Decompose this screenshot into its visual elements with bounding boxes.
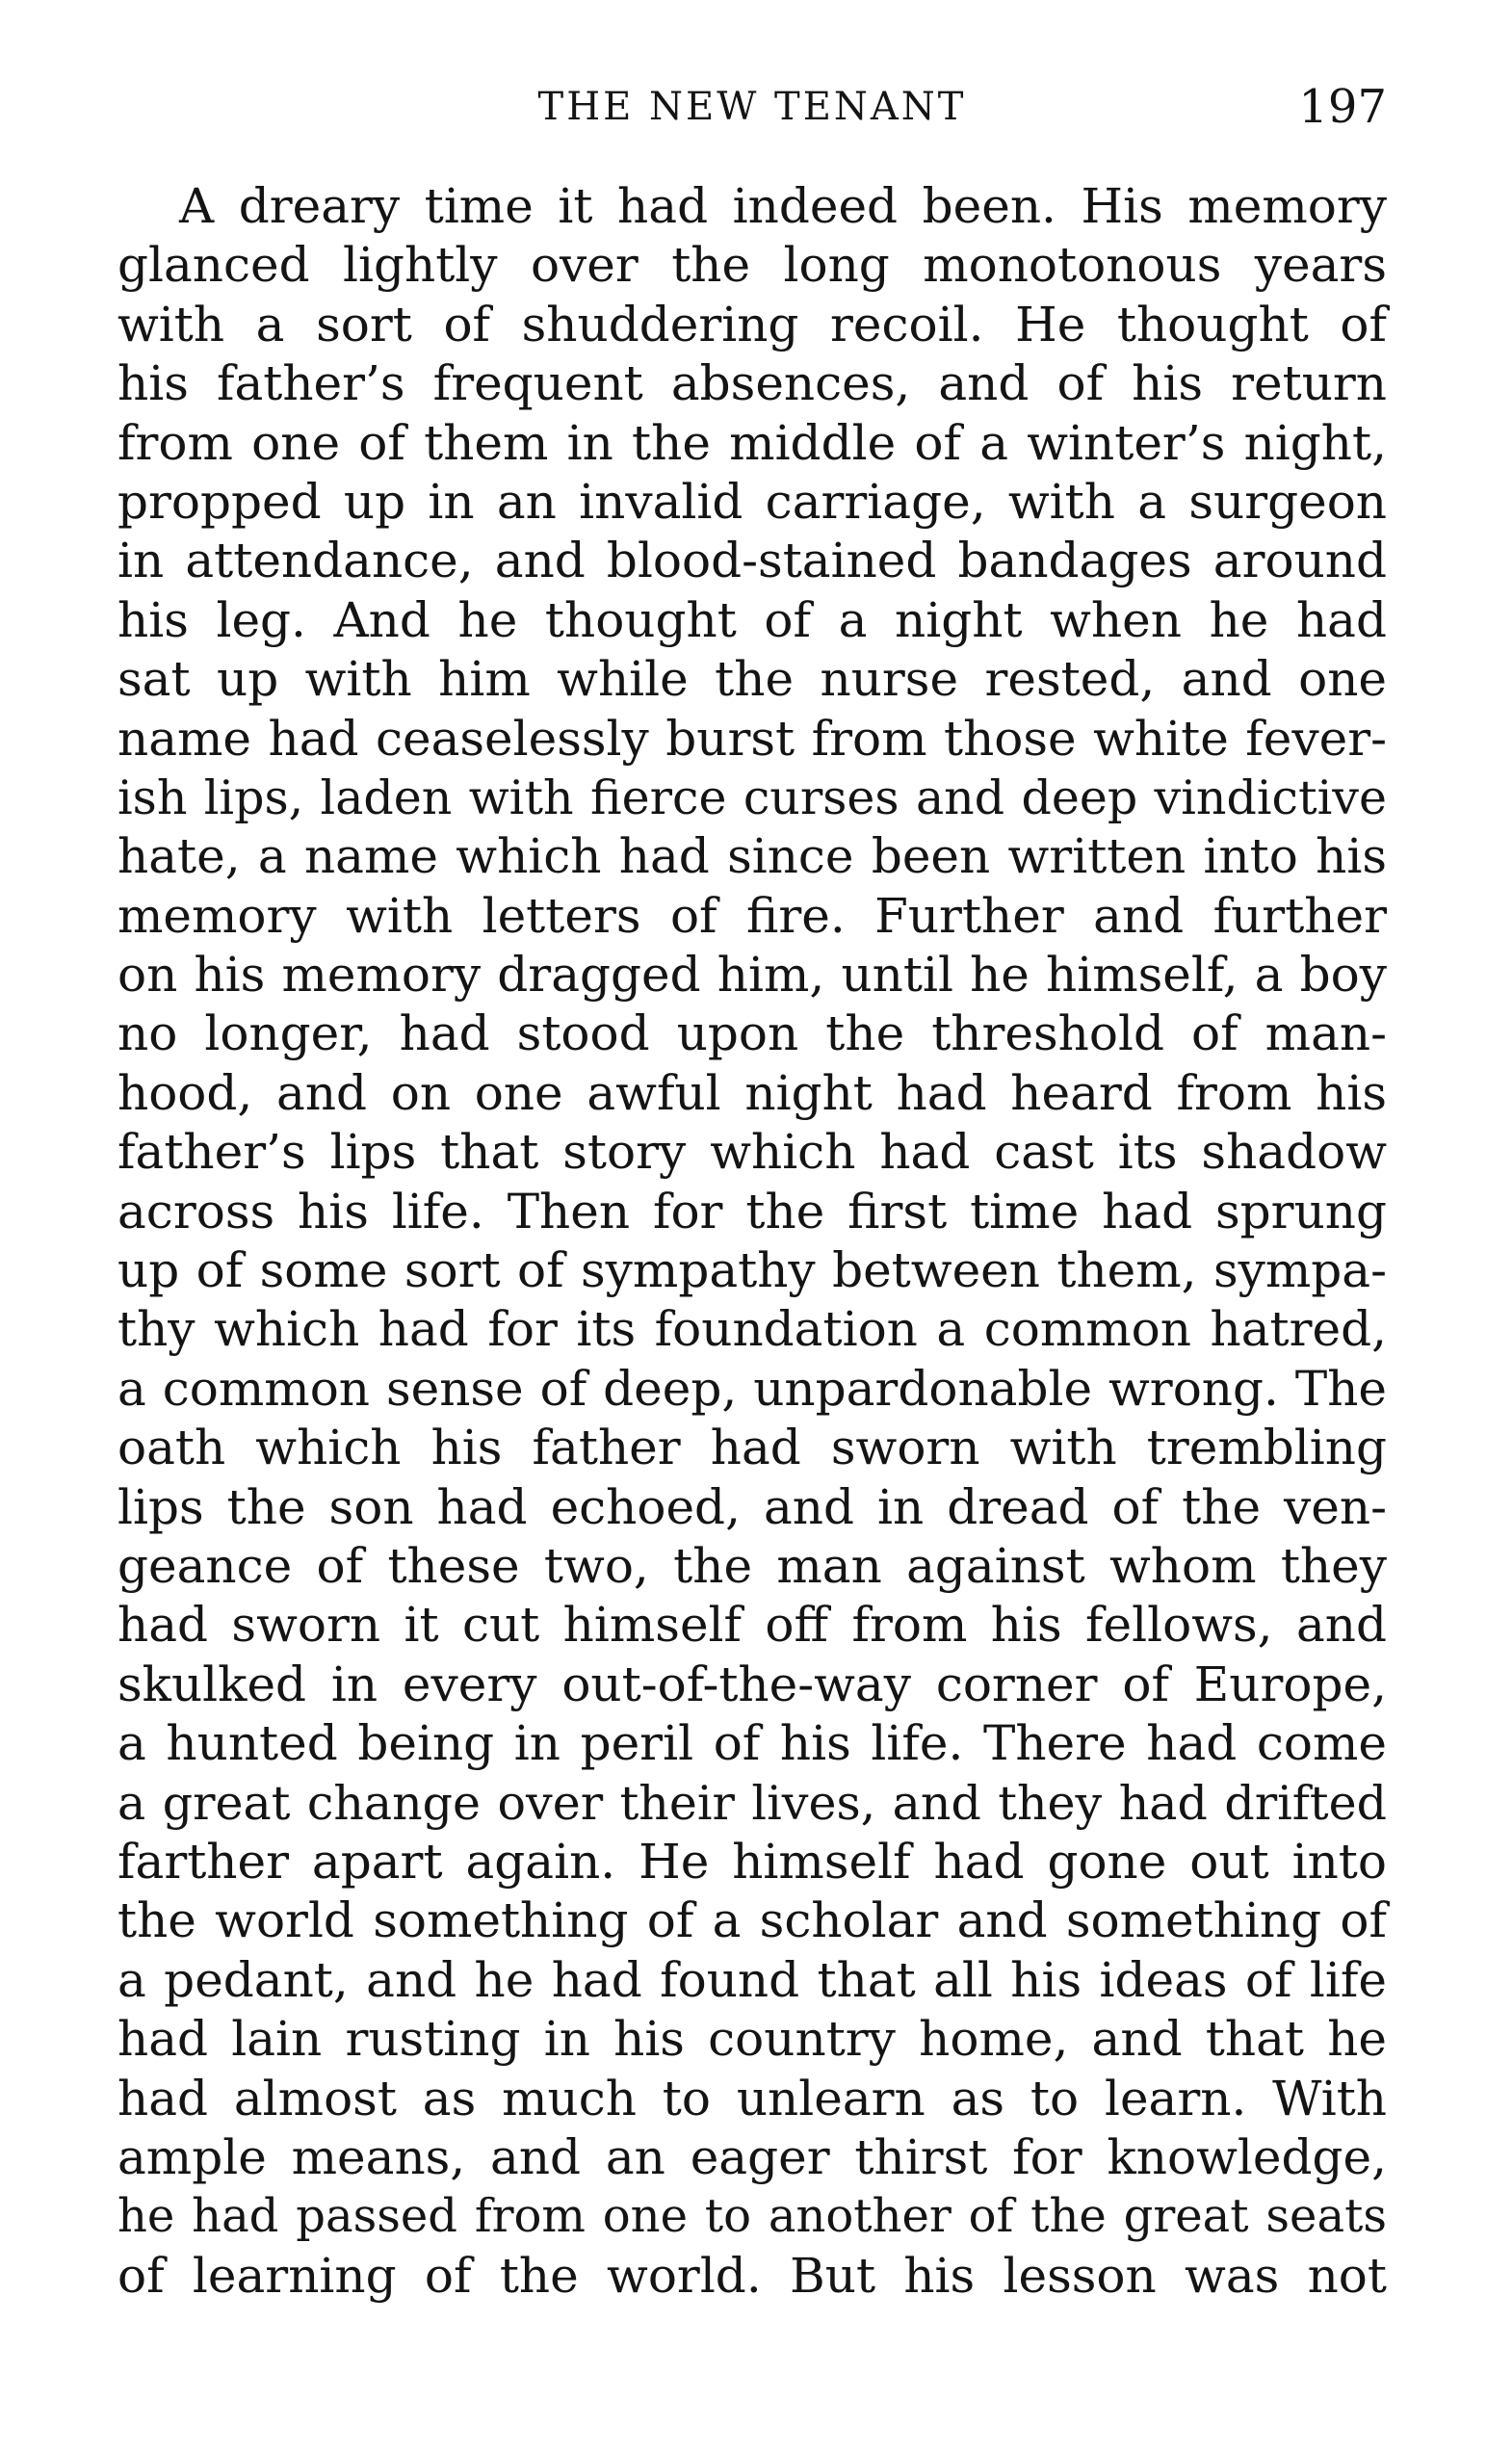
text-line: geance of these two, the man against whom they (117, 1537, 1387, 1594)
text-line: of learning of the world. But his lesson was not (117, 2247, 1387, 2304)
text-line: hood, and on one awful night had heard from his (117, 1064, 1387, 1121)
text-line: in attendance, and blood-stained bandages around (117, 533, 1387, 589)
text-line: across his life. Then for the first time had sprung (117, 1183, 1387, 1239)
page-number: 197 (1298, 80, 1387, 134)
text-line: up of some sort of sympathy between them, sympa- (117, 1242, 1387, 1299)
text-line: a common sense of deep, unpardonable wrong. The (117, 1360, 1387, 1417)
text-line: lips the son had echoed, and in dread of the ven- (117, 1478, 1387, 1535)
text-line: a great change over their lives, and they had drifted (117, 1775, 1387, 1831)
text-line: oath which his father had sworn with trembling (117, 1420, 1387, 1476)
running-head (117, 75, 1387, 143)
text-line: on his memory dragged him, until he himself, a boy (117, 947, 1387, 1004)
text-line: farther apart again. He himself had gone out into (117, 1833, 1387, 1890)
body-paragraph (117, 177, 1387, 2306)
text-line: the world something of a scholar and something of (117, 1892, 1387, 1949)
text-line: name had ceaselessly burst from those white fever- (117, 710, 1387, 767)
text-line: his father’s frequent absences, and of his return (117, 355, 1387, 412)
text-line: father’s lips that story which had cast its shadow (117, 1124, 1387, 1181)
text-line: from one of them in the middle of a winter’s night, (117, 414, 1387, 471)
text-line: ish lips, laden with fierce curses and deep vindictive (117, 770, 1387, 825)
text-line: glanced lightly over the long monotonous years (117, 237, 1387, 294)
text-line: with a sort of shuddering recoil. He thought of (117, 296, 1387, 352)
running-title: THE NEW TENANT (537, 85, 967, 129)
text-line: a hunted being in peril of his life. There had come (117, 1715, 1387, 1772)
text-line: memory with letters of fire. Further and further (117, 887, 1387, 944)
text-line: ample means, and an eager thirst for knowledge, (117, 2128, 1387, 2185)
text-line: he had passed from one to another of the great seats (117, 2189, 1387, 2244)
text-line: skulked in every out-of-the-way corner of Europe, (117, 1656, 1387, 1712)
text-line: his leg. And he thought of a night when he had (117, 591, 1387, 648)
text-line: A dreary time it had indeed been. His memory (179, 178, 1387, 234)
text-line: had almost as much to unlearn as to learn. With (117, 2070, 1387, 2126)
text-line: sat up with him while the nurse rested, and one (117, 651, 1387, 708)
text-line: had sworn it cut himself off from his fellows, and (117, 1597, 1387, 1654)
text-line: propped up in an invalid carriage, with a surgeon (117, 473, 1387, 530)
text-line: no longer, had stood upon the threshold of man- (117, 1005, 1387, 1062)
text-line: hate, a name which had since been written into his (117, 828, 1387, 885)
text-line: thy which had for its foundation a common hatred, (117, 1301, 1387, 1358)
text-line: a pedant, and he had found that all his ideas of life (117, 1951, 1387, 2008)
text-line: had lain rusting in his country home, and that he (117, 2011, 1387, 2068)
